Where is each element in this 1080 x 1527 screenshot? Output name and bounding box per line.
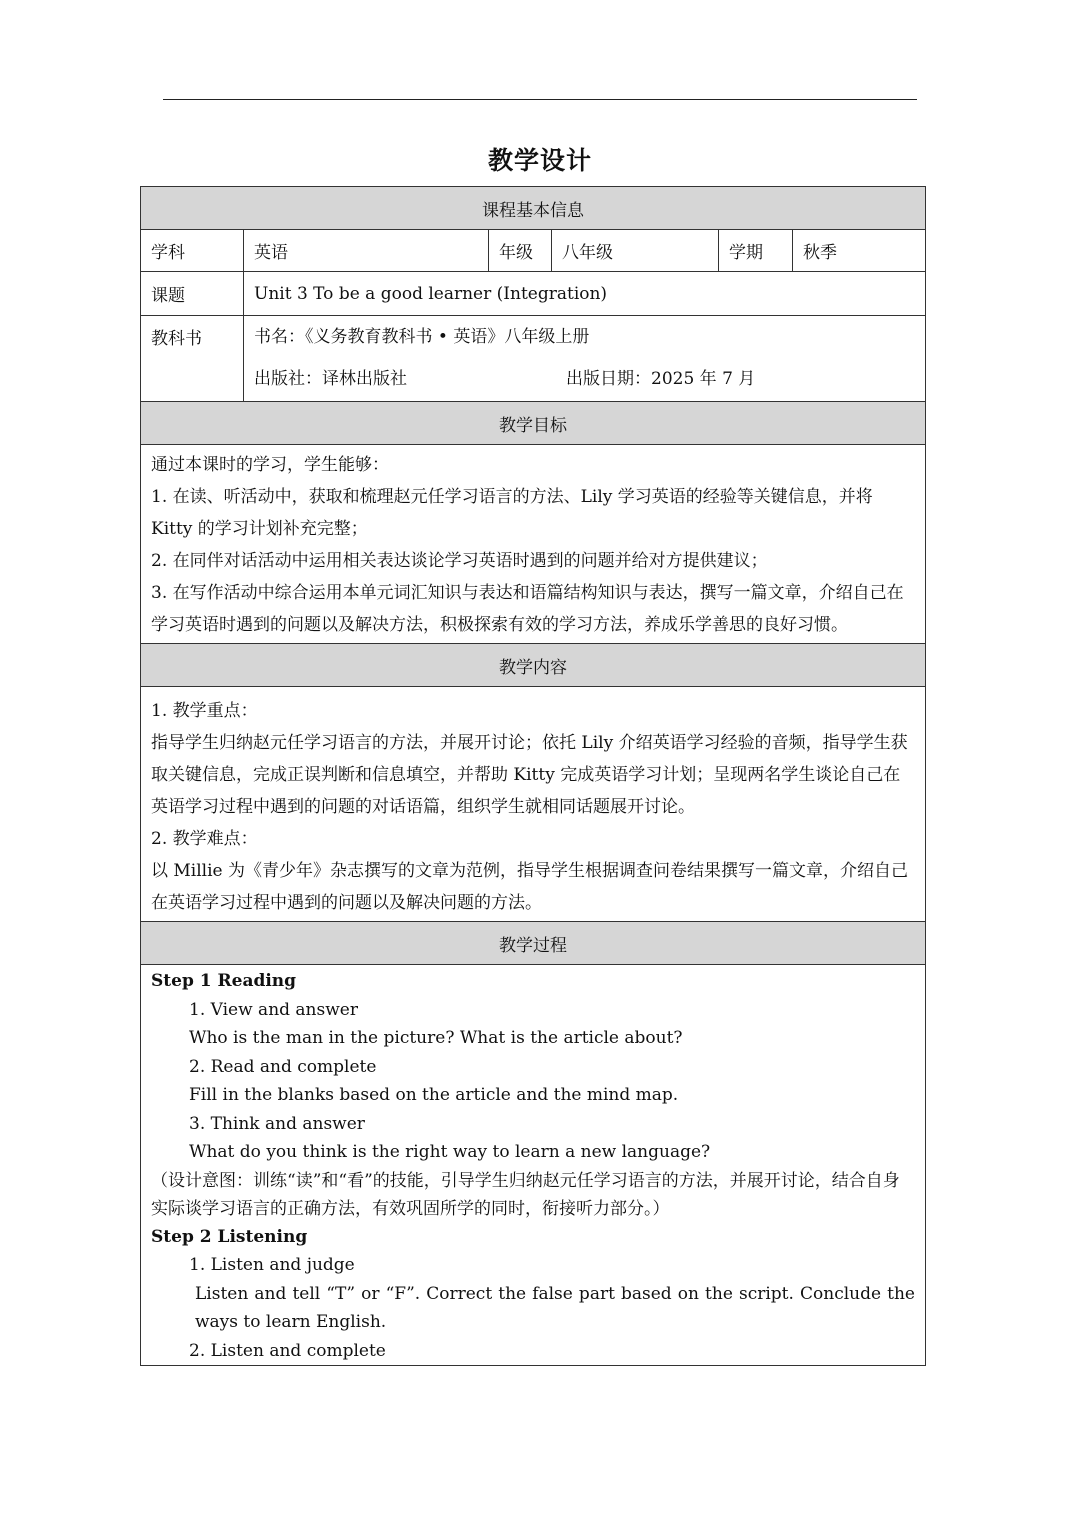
textbook-row xyxy=(141,316,926,402)
subject-label: 学科 xyxy=(141,230,244,272)
step1-item-1-detail: Who is the man in the picture? What is the article about? xyxy=(189,1028,683,1048)
basic-info-header: 课程基本信息 xyxy=(141,187,926,230)
step1-item-2-detail: Fill in the blanks based on the article and the mind map. xyxy=(189,1085,679,1105)
objectives-row xyxy=(141,445,926,644)
subject-row xyxy=(141,230,926,272)
topic-label: 课题 xyxy=(141,272,244,316)
step1-design-note: （设计意图：训练“读”和“看”的技能，引导学生归纳赵元任学习语言的方法，并展开讨论，结合自身实际谈学习语言的正确方法，有效巩固所学的同时，衔接听力部分。） xyxy=(151,1170,900,1219)
step1-item-3-detail: What do you think is the right way to learn a new language? xyxy=(189,1142,711,1162)
key-points-label: 1. 教学重点： xyxy=(151,701,258,721)
process-header: 教学过程 xyxy=(141,922,926,965)
step1-item-3: 3. Think and answer xyxy=(189,1113,365,1134)
step2-item-1-detail: Listen and tell “T” or “F”. Correct the false part based on the script. Conclude the ways to learn English. xyxy=(195,1283,915,1332)
publish-date: 出版日期：2025 年 7 月 xyxy=(566,369,756,389)
publisher: 出版社：译林出版社 xyxy=(254,369,407,389)
document-title: 教学设计 xyxy=(487,146,592,175)
grade-value: 八年级 xyxy=(552,230,719,272)
process-row xyxy=(141,965,926,1366)
key-points-text: 指导学生归纳赵元任学习语言的方法，并展开讨论；依托 Lily 介绍英语学习经验的音频，指导学生获取关键信息，完成正误判断和信息填空，并帮助 Kitty 完成英语学习计划；呈现两名学生谈论自己在英语学习过程中遇到的问题的对话语篇，组织学生就相同话题展开讨论。 xyxy=(151,733,908,817)
objectives-header: 教学目标 xyxy=(141,402,926,445)
lesson-plan-table xyxy=(140,186,926,1366)
book-name: 书名：《义务教育教科书 • 英语》八年级上册 xyxy=(254,327,590,347)
textbook-info xyxy=(244,316,926,402)
content-header: 教学内容 xyxy=(141,644,926,687)
objective-intro: 通过本课时的学习，学生能够： xyxy=(151,455,389,475)
content-body xyxy=(141,687,926,922)
objective-item: 1. 在读、听活动中，获取和梳理赵元任学习语言的方法、Lily 学习英语的经验等关键信息，并将 Kitty 的学习计划补充完整； xyxy=(151,487,873,539)
topic-value: Unit 3 To be a good learner (Integration) xyxy=(244,272,926,316)
step2-item-2: 2. Listen and complete xyxy=(189,1340,386,1361)
objectives-header-row xyxy=(141,402,926,445)
term-label: 学期 xyxy=(719,230,793,272)
basic-info-header-row xyxy=(141,187,926,230)
publisher-line xyxy=(254,358,915,400)
step1-item-2: 2. Read and complete xyxy=(189,1056,377,1077)
step1-title: Step 1 Reading xyxy=(151,971,297,991)
step2-title: Step 2 Listening xyxy=(151,1226,308,1247)
textbook-label: 教科书 xyxy=(141,316,244,402)
objective-item: 3. 在写作活动中综合运用本单元词汇知识与表达和语篇结构知识与表达，撰写一篇文章，介绍自己在学习英语时遇到的问题以及解决方法，积极探索有效的学习方法，养成乐学善思的良好习惯。 xyxy=(151,583,904,635)
header-rule xyxy=(163,99,917,100)
difficulties-label: 2. 教学难点： xyxy=(151,829,258,849)
topic-row xyxy=(141,272,926,316)
objectives-body xyxy=(141,445,926,644)
step1-item-1: 1. View and answer xyxy=(189,999,358,1020)
subject-value: 英语 xyxy=(244,230,489,272)
process-body xyxy=(141,965,926,1366)
step2-item-1: 1. Listen and judge xyxy=(189,1255,355,1275)
content-header-row xyxy=(141,644,926,687)
content-row xyxy=(141,687,926,922)
objective-item: 2. 在同伴对话活动中运用相关表达谈论学习英语时遇到的问题并给对方提供建议； xyxy=(151,551,768,571)
difficulties-text: 以 Millie 为《青少年》杂志撰写的文章为范例，指导学生根据调查问卷结果撰写一篇文章，介绍自己在英语学习过程中遇到的问题以及解决问题的方法。 xyxy=(151,861,909,913)
grade-label: 年级 xyxy=(489,230,552,272)
term-value: 秋季 xyxy=(793,230,926,272)
process-header-row xyxy=(141,922,926,965)
